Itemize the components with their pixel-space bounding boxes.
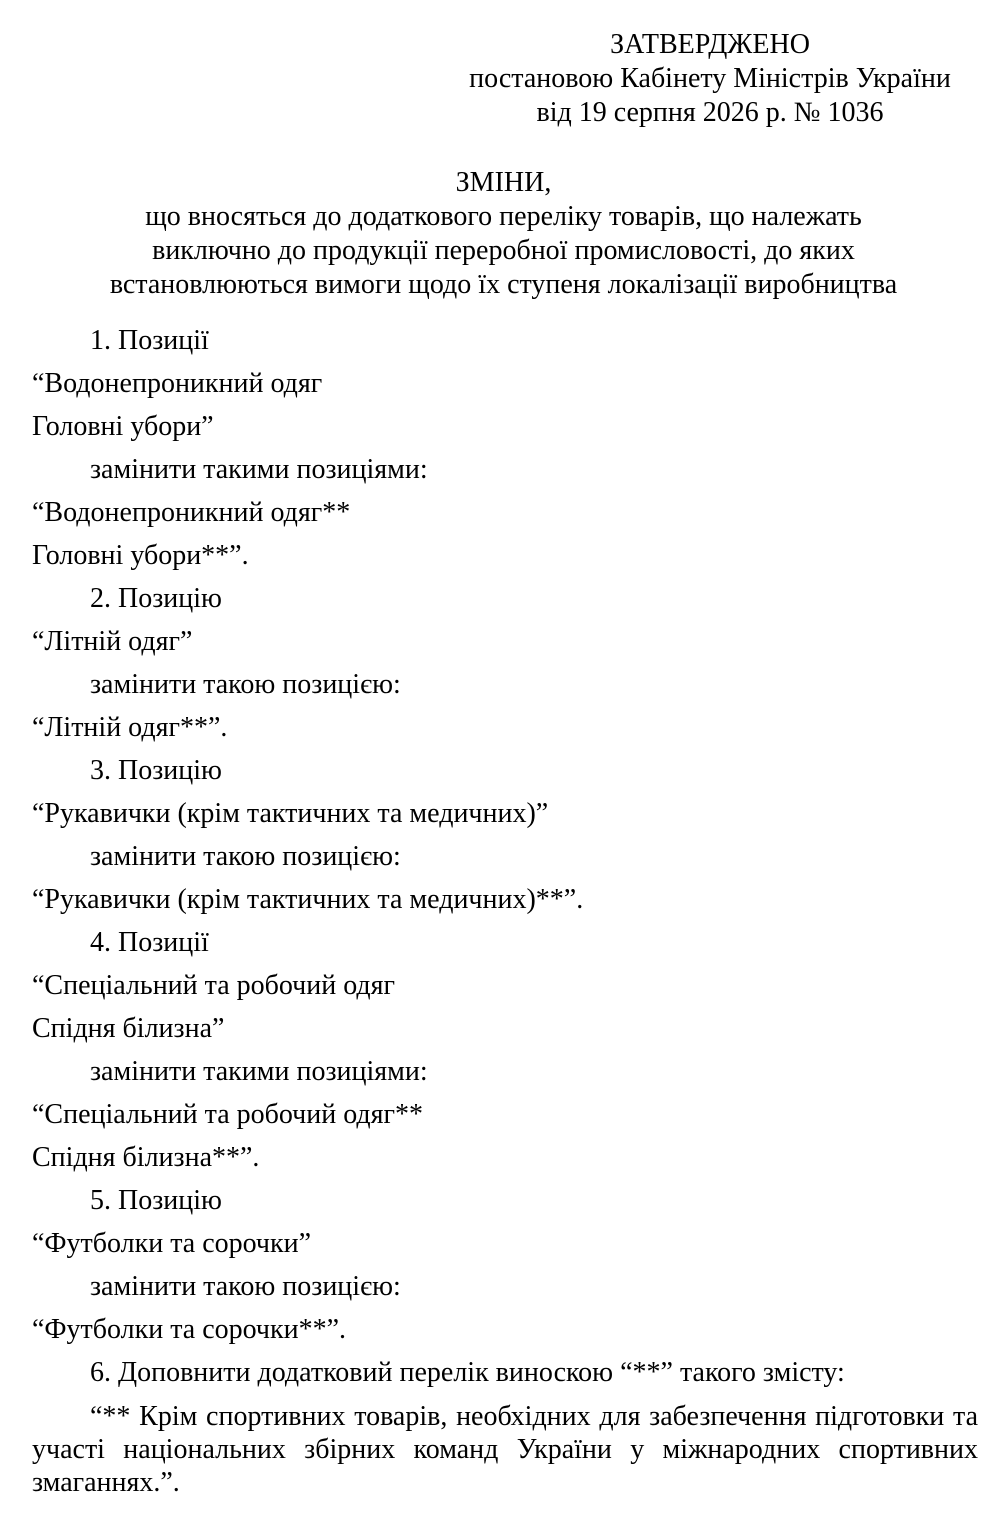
replace-instruction: замінити такими позиціями: bbox=[90, 1056, 428, 1087]
approval-label: ЗАТВЕРДЖЕНО bbox=[610, 29, 810, 60]
quoted-position: “Футболки та сорочки**”. bbox=[32, 1314, 347, 1345]
quoted-position: “Літній одяг**”. bbox=[32, 712, 228, 743]
quoted-position: “Літній одяг” bbox=[32, 626, 193, 657]
replace-instruction: замінити такими позиціями: bbox=[90, 454, 428, 485]
footnote-text: “** Крім спортивних товарів, необхідних для забезпечення підготовки та участі національних збірних команд України у міжнародних спортивних змаганнях.”. bbox=[32, 1401, 978, 1498]
quoted-position: “Водонепроникний одяг** bbox=[32, 497, 351, 528]
title-subtitle-line: встановлюються вимоги щодо їх ступеня локалізації виробництва bbox=[109, 269, 898, 300]
title-subtitle-line: виключно до продукції переробної промисловості, до яких bbox=[152, 235, 855, 266]
quoted-position: Головні убори” bbox=[32, 411, 214, 442]
quoted-position: Спідня білизна” bbox=[32, 1013, 225, 1044]
quoted-position: “Спеціальний та робочий одяг** bbox=[32, 1099, 424, 1130]
quoted-position: “Рукавички (крім тактичних та медичних)**”. bbox=[32, 884, 584, 915]
quoted-position: “Футболки та сорочки” bbox=[32, 1228, 312, 1259]
replace-instruction: замінити такою позицією: bbox=[90, 1271, 401, 1302]
quoted-position: “Водонепроникний одяг bbox=[32, 368, 323, 399]
approval-authority: постановою Кабінету Міністрів України bbox=[469, 63, 951, 94]
replace-instruction: замінити такою позицією: bbox=[90, 841, 401, 872]
approval-date-number: від 19 серпня 2026 р. № 1036 bbox=[536, 97, 884, 128]
quoted-position: “Рукавички (крім тактичних та медичних)” bbox=[32, 798, 549, 829]
item-heading: 1. Позиції bbox=[90, 325, 209, 356]
document-title bbox=[0, 166, 1007, 302]
replace-instruction: замінити такою позицією: bbox=[90, 669, 401, 700]
title-subtitle-line: що вносяться до додаткового переліку товарів, що належать bbox=[145, 201, 862, 232]
approval-block bbox=[430, 28, 990, 130]
item-heading: 3. Позицію bbox=[90, 755, 222, 786]
item-heading: 6. Доповнити додатковий перелік виноскою “**” такого змісту: bbox=[90, 1357, 845, 1388]
quoted-position: Спідня білизна**”. bbox=[32, 1142, 260, 1173]
item-heading: 5. Позицію bbox=[90, 1185, 222, 1216]
item-heading: 2. Позицію bbox=[90, 583, 222, 614]
document-body bbox=[32, 322, 978, 1397]
quoted-position: “Спеціальний та робочий одяг bbox=[32, 970, 396, 1001]
quoted-position: Головні убори**”. bbox=[32, 540, 249, 571]
title-heading: ЗМІНИ, bbox=[455, 167, 552, 198]
item-heading: 4. Позиції bbox=[90, 927, 209, 958]
